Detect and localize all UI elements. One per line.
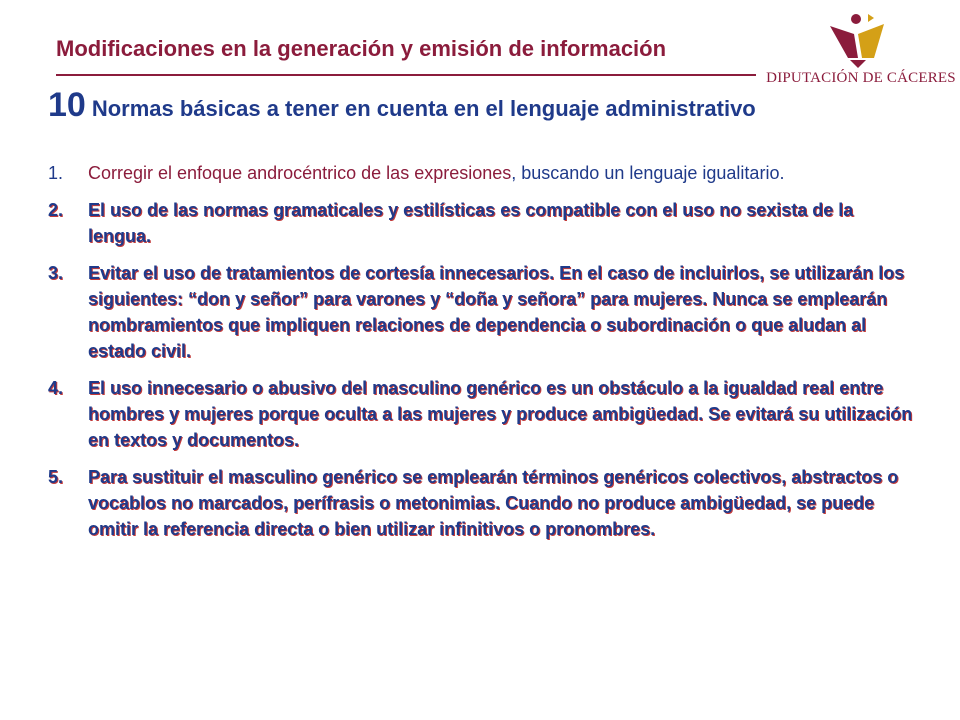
- rule-text-highlight: Corregir el enfoque androcéntrico de las expresiones: [88, 163, 512, 183]
- rule-number: 5.: [48, 467, 64, 487]
- rule-text: Evitar el uso de tratamientos de cortesía innecesarios. En el caso de incluirlos, se utilizarán los siguientes: “don y señor” para varones y “doña y señora” para mujeres. Nunca se emplearán nombramientos que impliquen relaciones de dependencia o subordinación o que aludan al estado civil.: [88, 263, 905, 361]
- subtitle-number: 10: [48, 86, 86, 124]
- rule-number: 1.: [48, 163, 64, 183]
- rule-text: El uso innecesario o abusivo del masculino genérico es un obstáculo a la igualdad real entre hombres y mujeres porque oculta a las mujeres y produce ambigüedad. Se evitará su utilización en textos y documentos.: [88, 378, 913, 450]
- diputacion-logo: [760, 6, 956, 92]
- slide-title: Modificaciones en la generación y emisión de información: [56, 36, 667, 61]
- rule-text: [88, 160, 918, 186]
- list-item: [48, 260, 918, 364]
- rule-text: El uso de las normas gramaticales y estilísticas es compatible con el uso no sexista de la lengua.: [88, 200, 854, 246]
- title-divider: [56, 74, 756, 76]
- list-item: [48, 375, 918, 453]
- rule-number: 4.: [48, 378, 64, 398]
- list-item: [48, 160, 918, 186]
- rule-number: 2.: [48, 200, 64, 220]
- rule-text-rest: , buscando un lenguaje igualitario.: [511, 163, 785, 183]
- subtitle-text: Normas básicas a tener en cuenta en el lenguaje administrativo: [91, 96, 756, 121]
- rules-list: [48, 160, 918, 553]
- diputacion-caceres-emblem-icon: [828, 12, 890, 70]
- logo-text: DIPUTACIÓN DE CÁCERES: [766, 70, 956, 86]
- section-subtitle: [48, 86, 756, 125]
- rule-number: 3.: [48, 263, 64, 283]
- list-item: [48, 197, 918, 249]
- rule-text: Para sustituir el masculino genérico se emplearán términos genéricos colectivos, abstractos o vocablos no marcados, perífrasis o metonimias. Cuando no produce ambigüedad, se puede omitir la referencia directa o bien utilizar infinitivos o pronombres.: [88, 467, 899, 539]
- list-item: [48, 464, 918, 542]
